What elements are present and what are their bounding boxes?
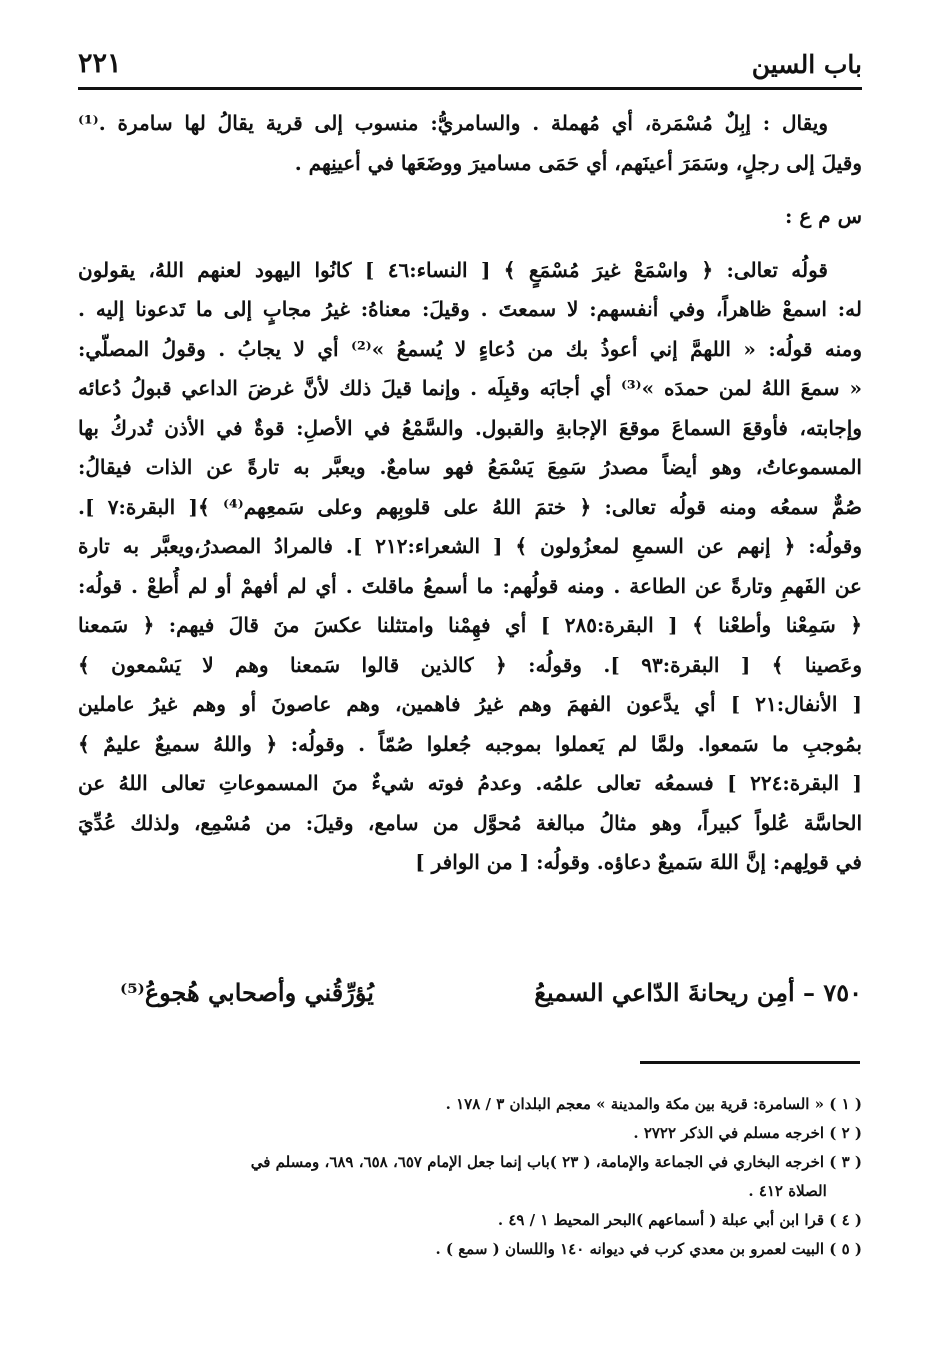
text-line: بمُوجبِ ما سَمعوا. ولمَّا لم يَعملوا بموجبه جُعلوا صُمّاً . وقولُه: ﴿ واللهُ سميعٌ عليمٌ ﴾ bbox=[78, 731, 862, 756]
footnote-continuation bbox=[78, 1177, 862, 1206]
footnote-text: الصلاة ٤١٢ . bbox=[748, 1182, 827, 1200]
text-line: [ البقرة:٢٢٤ ] فسمعُه تعالى علمُه. وعدمُ فوته شيءٌ منَ المسموعاتِ تعالى اللهُ عن bbox=[78, 771, 862, 795]
text-line: الحاسَّة عُلواً كبيراً، وهو مثالُ مبالغة مُحوَّل من سامع، وقيلَ: من مُسْمِع، ولذلك عُدِّيَ bbox=[78, 810, 862, 835]
page-number: ٢٢١ bbox=[78, 48, 122, 79]
text-line: المسموعاتُ، وهو أيضاً مصدرُ سَمِعَ يَسْمَعُ فهو سامعٌ. ويعبَّر به تارةً عن الذات فيقالُ: bbox=[78, 455, 862, 479]
footnote-text: البيت لعمرو بن معدي كرب في ديوانه ١٤٠ واللسان ( سمع ) . bbox=[435, 1240, 825, 1258]
footnote-divider bbox=[640, 1061, 860, 1064]
footnote-number: ( ٤ ) bbox=[829, 1211, 862, 1229]
text-line: وقيلَ إلى رجلٍ، وسَمَرَ أعينَهم، أي حَمَى مساميرَ ووضَعَها في أعينِهم . bbox=[294, 150, 862, 175]
section-heading: س م ع : bbox=[784, 204, 862, 228]
page-header bbox=[78, 38, 862, 90]
footnote bbox=[78, 1148, 862, 1177]
chapter-title: باب السين bbox=[751, 50, 862, 79]
text-line: عن الفَهمِ وتارةً عن الطاعة . ومنه قولُهم: ما أسمعُ ماقلتَ . أي لم أفهمْ أو لم أُطعْ . قولُه: bbox=[78, 573, 862, 598]
footnote-text: قرا ابن أبي عبلة ( أسماعهم )البحر المحيط ١ / ٤٩ . bbox=[497, 1211, 825, 1229]
main-text bbox=[78, 104, 862, 883]
footnote bbox=[78, 1119, 862, 1148]
footnote-text: اخرجه البخاري في الجماعة والإمامة، ( ٢٣ )باب إنما جعل الإمام ٦٥٧، ٦٥٨، ٦٨٩، ومسلم في bbox=[250, 1153, 825, 1171]
text-line: [ الأنفال:٢١ ] أي يدَّعون الفهمَ وهم غيرُ فاهمين، وهم عاصونَ أو وهم غيرُ عاملين bbox=[78, 692, 862, 716]
text-line: في قولِهم: إنَّ اللهَ سَميعٌ دعاؤه. وقولُه: [ من الوافر ] bbox=[415, 850, 862, 874]
footnote bbox=[78, 1235, 862, 1264]
text-line: وإجابته، فأوقعَ السماعَ موقعَ الإجابةِ والقبول. والسَّمْعُ في الأصلِ: قوةٌ في الأذن تُدركُ بها bbox=[78, 415, 862, 440]
verse-first-hemistich: ٧٥٠ – أمِن ريحانةَ الدّاعي السميعُ bbox=[534, 978, 862, 1007]
text-line: ويقال : إبِلٌ مُسْمَرة، أي مُهملة . والسامريُّ: منسوب إلى قرية يقالُ لها سامرة .⁽¹⁾ bbox=[78, 111, 828, 135]
footnote-text: « السامرة: قرية بين مكة والمدينة » معجم البلدان ٣ / ١٧٨ . bbox=[445, 1095, 825, 1113]
footnotes bbox=[78, 1090, 862, 1264]
footnote bbox=[78, 1090, 862, 1119]
text-line: « سمعَ اللهُ لمن حمدَه »⁽³⁾ أي أجابَه وقبِلَه . وإنما قيلَ ذلك لأنَّ غرضَ الداعي قبولُ دُعائه bbox=[78, 376, 862, 400]
text-line: وقولُه: ﴿ إنهم عن السمعِ لمعزُولون ﴾ [ الشعراء:٢١٢ ]. فالمرادُ المصدرُ،ويعبَّر به تارة bbox=[78, 534, 862, 558]
footnote-number: ( ٢ ) bbox=[829, 1124, 862, 1142]
text-line: صُمٌّ سمعُه ومنه قولُه تعالى: ﴿ ختمَ اللهُ على قلوبِهم وعلى سَمعِهم⁽⁴⁾ ﴾[ البقرة:٧ ]. bbox=[78, 494, 862, 519]
verse-second-hemistich: يُؤرِّقُني وأصحابي هُجوعُ⁽⁵⁾ bbox=[120, 978, 374, 1007]
text-line: ﴿ سَمِعْنا وأطعْنا ﴾ [ البقرة:٢٨٥ ] أي فهِمْنا وامتثلنا عكسَ منَ قالَ فيهم: ﴿ سَمعنا bbox=[78, 613, 862, 637]
poetry-verse bbox=[120, 978, 862, 1018]
footnote-number: ( ٣ ) bbox=[829, 1153, 862, 1171]
text-line: له: اسمعْ ظاهراً، وفي أنفسهم: لا سمعتَ . وقيلَ: معناهُ: غيرُ مجابٍ إلى ما تَدعونا إليه . bbox=[78, 297, 862, 321]
spacer bbox=[78, 237, 862, 251]
footnote-text: اخرجه مسلم في الذكر ٢٧٢٢ . bbox=[633, 1124, 825, 1142]
spacer bbox=[78, 183, 862, 197]
text-line: وعَصينا ﴾ [ البقرة:٩٣ ]. وقولُه: ﴿ كالذين قالوا سَمعنا وهم لا يَسْمعون ﴾ bbox=[78, 652, 862, 677]
text-line: قولُه تعالى: ﴿ واسْمَعْ غيرَ مُسْمَعٍ ﴾ [ النساء:٤٦ ] كانُوا اليهود لعنهم اللهُ، يقولون bbox=[78, 257, 828, 282]
footnote bbox=[78, 1206, 862, 1235]
footnote-number: ( ٥ ) bbox=[829, 1240, 862, 1258]
footnote-number: ( ١ ) bbox=[829, 1095, 862, 1113]
text-line: ومنه قولُه: « اللهمَّ إني أعوذُ بك من دُعاءٍ لا يُسمعُ »⁽²⁾ أي لا يجابُ . وقولُ المصلّي: bbox=[78, 336, 862, 361]
header-rule bbox=[78, 87, 862, 90]
